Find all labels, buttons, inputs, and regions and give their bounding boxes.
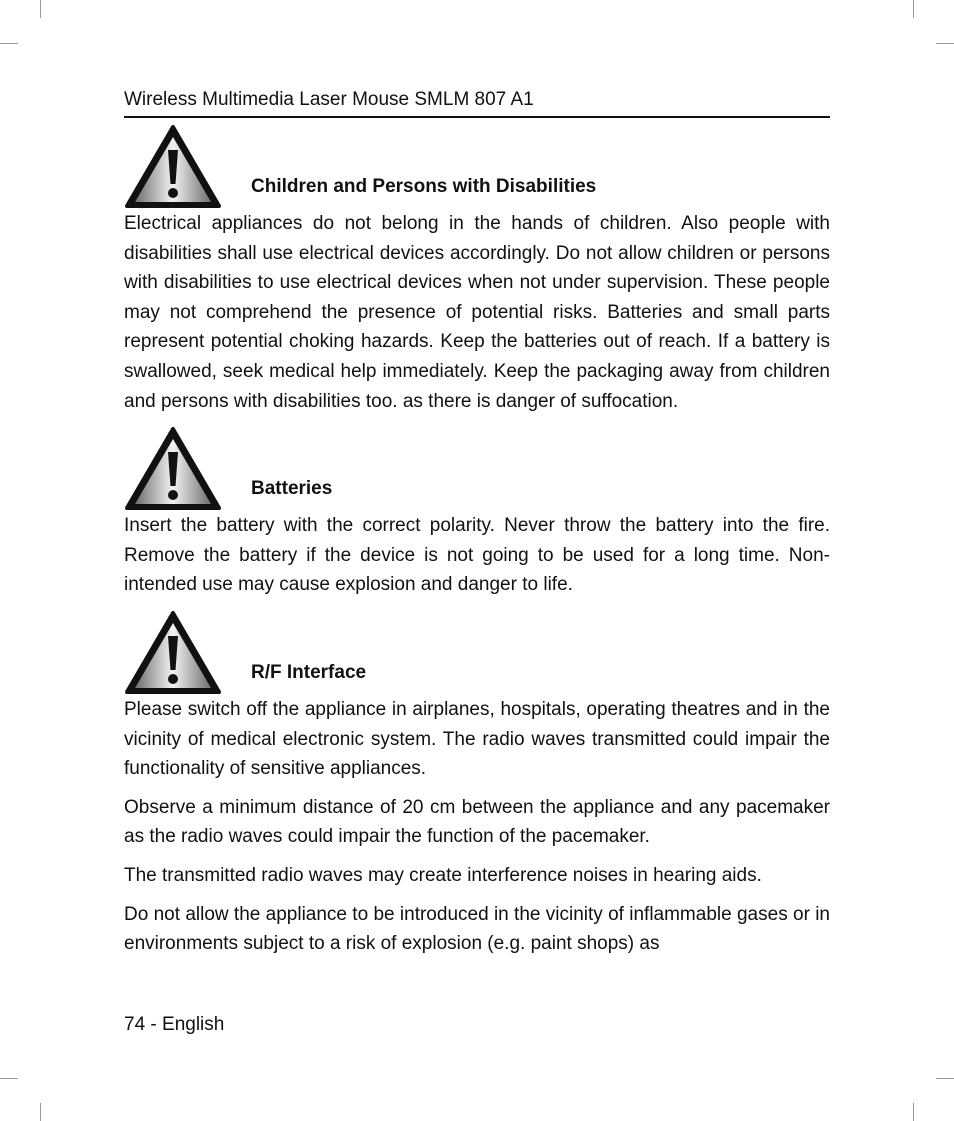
- crop-mark: [40, 1103, 41, 1121]
- body-paragraph: Observe a minimum distance of 20 cm between the appliance and any pacemaker as the radio waves could impair the function of the pacemaker.: [124, 796, 830, 848]
- warning-triangle-icon: [124, 124, 222, 209]
- crop-mark: [913, 0, 914, 18]
- section-heading: [124, 124, 830, 209]
- section-title: Batteries: [251, 478, 333, 500]
- section-heading: [124, 610, 830, 695]
- page-footer: [124, 1011, 224, 1039]
- crop-mark: [40, 0, 41, 18]
- page-number-label: 74 - English: [124, 1014, 225, 1035]
- body-paragraph: Electrical appliances do not belong in the hands of children. Also people with disabilities shall use electrical devices accordingly. Do not allow children or persons with disabilities to use electrical devices when not under supervision. These people may not comprehend the presence of potential risks. Batteries and small parts represent potential choking hazards. Keep the batteries out of reach. If a battery is swallowed, seek medical help immediately. Keep the packaging away from children and persons with disabilities too. as there is danger of suffocation.: [124, 213, 830, 412]
- page-content: [124, 124, 830, 959]
- warning-triangle-icon: [124, 610, 222, 695]
- crop-mark: [936, 43, 954, 44]
- section-heading: [124, 426, 830, 511]
- section-title: Children and Persons with Disabilities: [251, 176, 597, 197]
- crop-mark: [0, 1078, 18, 1079]
- header-title: Wireless Multimedia Laser Mouse SMLM 807 A1: [124, 89, 534, 110]
- crop-mark: [913, 1103, 914, 1121]
- body-paragraph: Insert the battery with the correct polarity. Never throw the battery into the fire. Remove the battery if the device is not going to be used for a long time. Non-intended use may cause explosion and danger to life.: [124, 515, 830, 596]
- body-paragraph: The transmitted radio waves may create interference noises in hearing aids.: [124, 864, 762, 886]
- running-header: [124, 86, 830, 118]
- warning-triangle-icon: [124, 426, 222, 511]
- crop-mark: [0, 43, 18, 44]
- section-title: R/F Interface: [251, 661, 367, 683]
- body-paragraph: Do not allow the appliance to be introduced in the vicinity of inflammable gases or in environments subject to a risk of explosion (e.g. paint shops) as: [124, 903, 830, 955]
- crop-mark: [936, 1078, 954, 1079]
- body-paragraph: Please switch off the appliance in airplanes, hospitals, operating theatres and in the vicinity of medical electronic system. The radio waves transmitted could impair the functionality of sensitive appliances.: [124, 698, 830, 780]
